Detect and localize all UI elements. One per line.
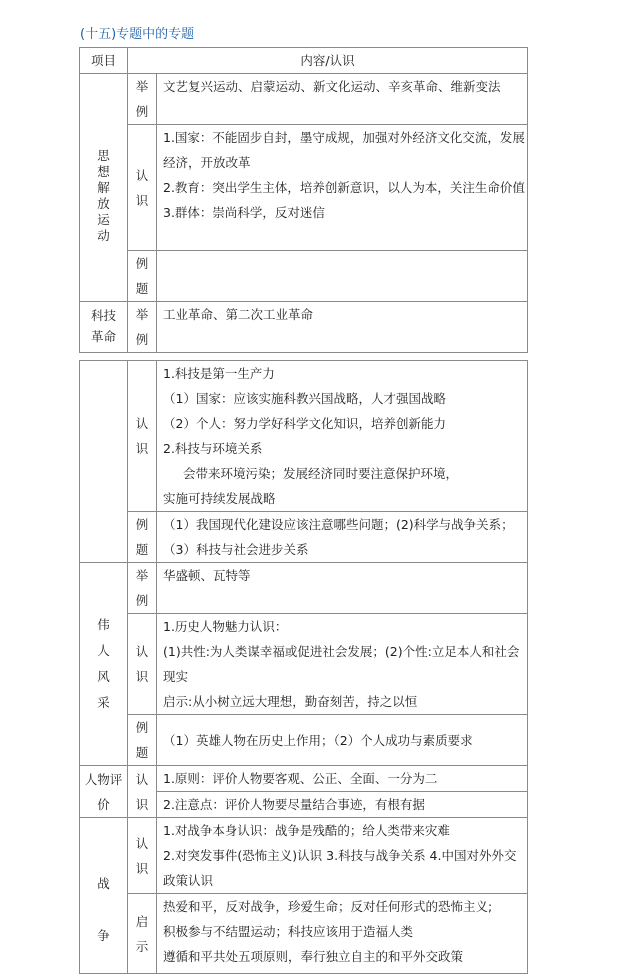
- example-cell: 工业革命、第二次工业革命: [157, 302, 528, 353]
- example-label-cell: 举例: [128, 563, 157, 614]
- header-content: 内容/认识: [128, 48, 528, 74]
- category-tech-cont: [80, 361, 128, 563]
- header-item: 项目: [80, 48, 128, 74]
- insight-label-cell: 启示: [128, 894, 157, 974]
- question-label-cell: 例题: [128, 251, 157, 302]
- topic-table-part2: [79, 360, 528, 974]
- page-heading: (十五)专题中的专题: [80, 27, 195, 42]
- recog-label-cell: 认识: [128, 766, 157, 818]
- category-war: 战争: [80, 818, 128, 974]
- recog-cell: 1.历史人物魅力认识： (1)共性:为人类谋幸福或促进社会发展；(2)个性:立足本人和社会现实 启示:从小树立远大理想，勤奋刻苦，持之以恒: [157, 614, 528, 715]
- category-thought: [80, 74, 128, 302]
- category-label: 思想解放运动: [97, 148, 110, 243]
- recog-label-cell: 认识: [128, 614, 157, 715]
- example-label-cell: 举例: [128, 74, 157, 125]
- recog-cell: 1.科技是第一生产力 （1）国家：应该实施科教兴国战略，人才强国战略 （2）个人：努力学好科学文化知识，培养创新能力 2.科技与环境关系 会带来环境污染；发展经济同时要注意保护环境， 实施可持续发展战略: [157, 361, 528, 512]
- example-label-cell: 举例: [128, 302, 157, 353]
- question-cell: [157, 251, 528, 302]
- question-label-cell: 例题: [128, 715, 157, 766]
- recog-cell: 1.国家：不能固步自封，墨守成规，加强对外经济文化交流，发展经济，开放改革 2.教育：突出学生主体，培养创新意识，以人为本，关注生命价值 3.群体：崇尚科学，反对迷信: [157, 125, 528, 251]
- insight-cell: 热爱和平，反对战争，珍爱生命；反对任何形式的恐怖主义; 积极参与不结盟运动；科技应该用于造福人类 遵循和平共处五项原则，奉行独立自主的和平外交政策: [157, 894, 528, 974]
- category-evaluate: 人物评价: [80, 766, 128, 818]
- recog-label-cell: 认识: [128, 818, 157, 894]
- category-greats: 伟人风采: [80, 563, 128, 766]
- question-cell: （1）我国现代化建设应该注意哪些问题；(2)科学与战争关系； （3）科技与社会进步关系: [157, 512, 528, 563]
- recog-cell: 1.对战争本身认识：战争是残酷的；给人类带来灾难 2.对突发事件(恐怖主义)认识 3.科技与战争关系 4.中国对外外交政策认识: [157, 818, 528, 894]
- category-tech: 科技革命: [80, 302, 128, 353]
- recog-label-cell: 认识: [128, 125, 157, 251]
- example-cell: 华盛顿、瓦特等: [157, 563, 528, 614]
- question-label-cell: 例题: [128, 512, 157, 563]
- evaluate-line1: 1.原则：评价人物要客观、公正、全面、一分为二: [157, 766, 528, 792]
- example-cell: 文艺复兴运动、启蒙运动、新文化运动、辛亥革命、维新变法: [157, 74, 528, 125]
- topic-table-part1: [79, 47, 528, 353]
- recog-label-cell: 认识: [128, 361, 157, 512]
- evaluate-line2: 2.注意点：评价人物要尽量结合事迹，有根有据: [157, 792, 528, 818]
- question-cell: （1）英雄人物在历史上作用；（2）个人成功与素质要求: [157, 715, 528, 766]
